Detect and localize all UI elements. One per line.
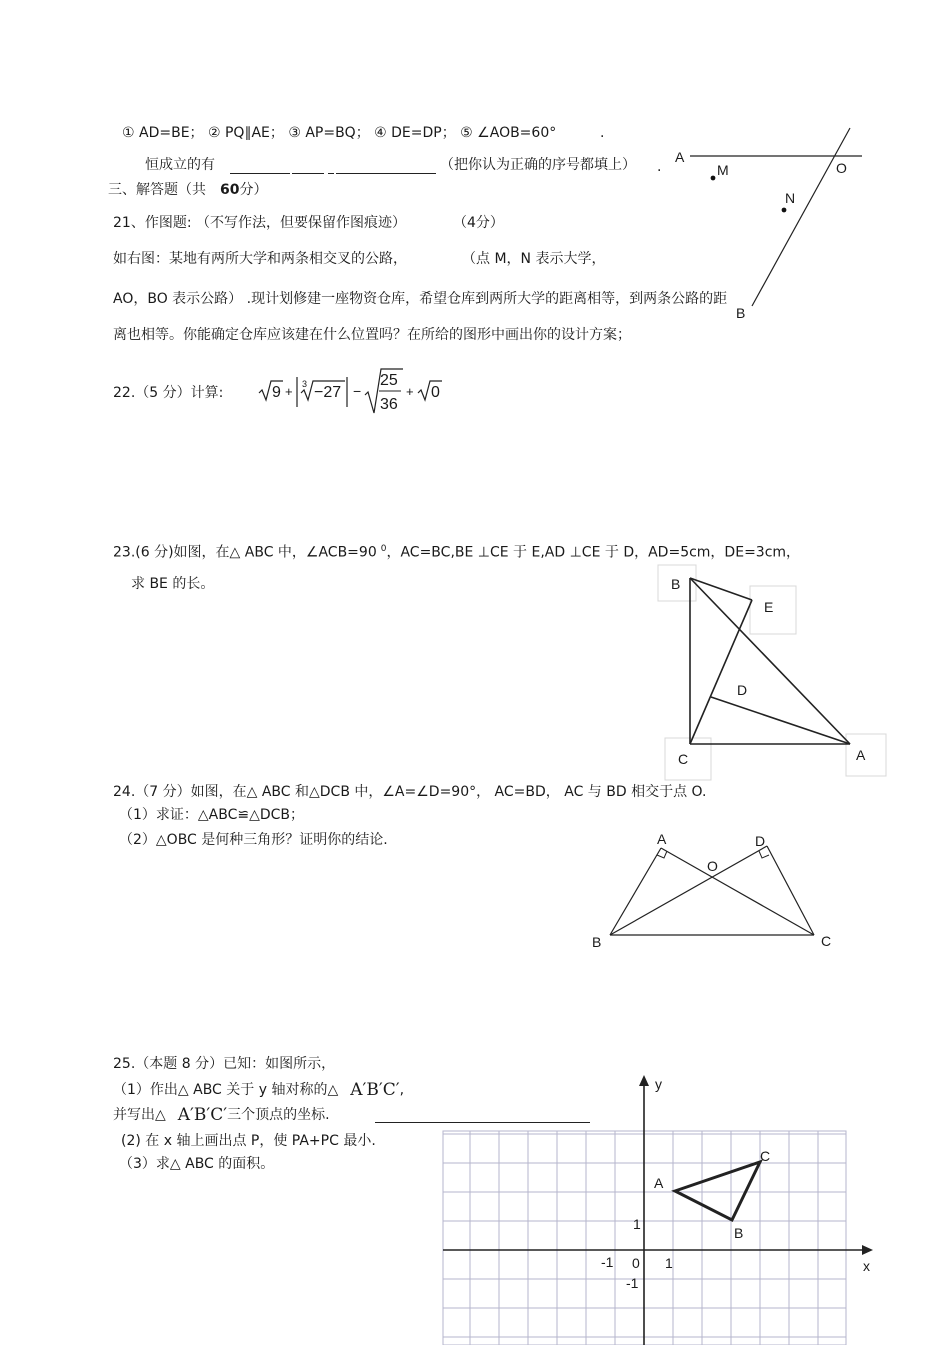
q25-line5: （3）求△ ABC 的面积。 bbox=[119, 1156, 275, 1172]
grid-label-c: C bbox=[760, 1148, 771, 1164]
grid-label-y: y bbox=[655, 1076, 662, 1092]
grid-tick-neg1-y: -1 bbox=[626, 1275, 639, 1291]
grid-tick-zero: 0 bbox=[632, 1255, 640, 1271]
q22-denominator: 36 bbox=[380, 396, 398, 413]
q20-hint-end: . bbox=[657, 159, 662, 175]
grid-label-x: x bbox=[863, 1258, 870, 1274]
label-m: M bbox=[717, 162, 729, 178]
q20-hint: （把你认为正确的序号都填上） bbox=[440, 157, 636, 173]
q24-line2: （1）求证：△ABC≌△DCB； bbox=[119, 807, 305, 823]
q24-label-b: B bbox=[592, 934, 602, 950]
q23-label-d: D bbox=[737, 682, 748, 698]
q23-label-e: E bbox=[764, 599, 774, 615]
q24-label-d: D bbox=[755, 833, 766, 849]
triangle-abc bbox=[675, 1162, 760, 1220]
q24-label-c: C bbox=[821, 933, 832, 949]
q23-label-c: C bbox=[678, 751, 689, 767]
q23-label-b: B bbox=[671, 576, 681, 592]
q24-label-a: A bbox=[657, 831, 667, 847]
q25-line3: 并写出△ A′B′C′三个顶点的坐标. bbox=[113, 1105, 330, 1125]
x-axis-arrow bbox=[862, 1245, 873, 1255]
q25-line4: (2) 在 x 轴上画出点 P，使 PA+PC 最小. bbox=[121, 1133, 376, 1149]
q25-line1: 25.（本题 8 分）已知：如图所示， bbox=[113, 1056, 336, 1072]
grid-tick-neg1-x: -1 bbox=[601, 1254, 614, 1270]
q21-score: （4分） bbox=[453, 215, 504, 231]
q21-line2: AO，BO 表示公路） .现计划修建一座物资仓库，希望仓库到两所大学的距离相等，到两条公路的距 bbox=[113, 291, 728, 307]
q25-line2: （1）作出△ ABC 关于 y 轴对称的△ A′B′C′, bbox=[113, 1080, 405, 1100]
grid-label-a: A bbox=[654, 1175, 664, 1191]
q23-line2: 求 BE 的长。 bbox=[131, 576, 215, 592]
q24-line1: 24.（7 分）如图，在△ ABC 和△DCB 中，∠A=∠D=90°， AC=BD， AC 与 BD 相交于点 O. bbox=[113, 784, 707, 800]
label-o: O bbox=[836, 160, 847, 176]
q21-heading: 21、作图题: （不写作法，但要保留作图痕迹） bbox=[113, 215, 406, 231]
grid-tick-1-x: 1 bbox=[665, 1255, 673, 1271]
q22-label: 22.（5 分）计算: bbox=[113, 385, 224, 401]
q22-sqrt9: 9 bbox=[272, 384, 281, 401]
q22-numerator: 25 bbox=[380, 372, 398, 389]
label-n: N bbox=[785, 190, 796, 206]
q20-options: ① AD=BE； ② PQ∥AE； ③ AP=BQ； ④ DE=DP； ⑤ ∠AOB=60° bbox=[122, 125, 557, 141]
q22-cube-radicand: −27 bbox=[314, 384, 342, 401]
q20-period: . bbox=[600, 125, 605, 141]
q22-sqrt0: 0 bbox=[431, 384, 440, 401]
q21-line1: 如右图：某地有两所大学和两条相交叉的公路， bbox=[113, 251, 407, 267]
q22-plus2: + bbox=[406, 384, 414, 399]
q23-label-a: A bbox=[856, 747, 866, 763]
label-b: B bbox=[736, 305, 746, 321]
q23-line1: 23.(6 分)如图，在△ ABC 中，∠ACB=90 $^0$，AC=BC,BE ⊥CE 于 E,AD ⊥CE 于 D，AD=5cm，DE=3cm， bbox=[113, 544, 801, 561]
grid-label-b: B bbox=[734, 1225, 744, 1241]
q22-cube-index: 3 bbox=[302, 379, 308, 389]
q22-plus1: + bbox=[285, 384, 293, 399]
label-a: A bbox=[675, 149, 685, 165]
q20-always-label: 恒成立的有 bbox=[145, 157, 215, 173]
grid-tick-1-y: 1 bbox=[633, 1216, 641, 1232]
q21-line1b: （点 M，N 表示大学， bbox=[462, 251, 606, 267]
q22-minus: − bbox=[353, 383, 362, 399]
y-axis-arrow bbox=[639, 1075, 649, 1086]
section3-title: 三、解答题（共 60分） bbox=[108, 182, 268, 198]
q21-line3: 离也相等。你能确定仓库应该建在什么位置吗？在所给的图形中画出你的设计方案； bbox=[113, 327, 631, 343]
q24-label-o: O bbox=[707, 858, 718, 874]
q24-line3: （2）△OBC 是何种三角形？证明你的结论. bbox=[119, 832, 388, 848]
